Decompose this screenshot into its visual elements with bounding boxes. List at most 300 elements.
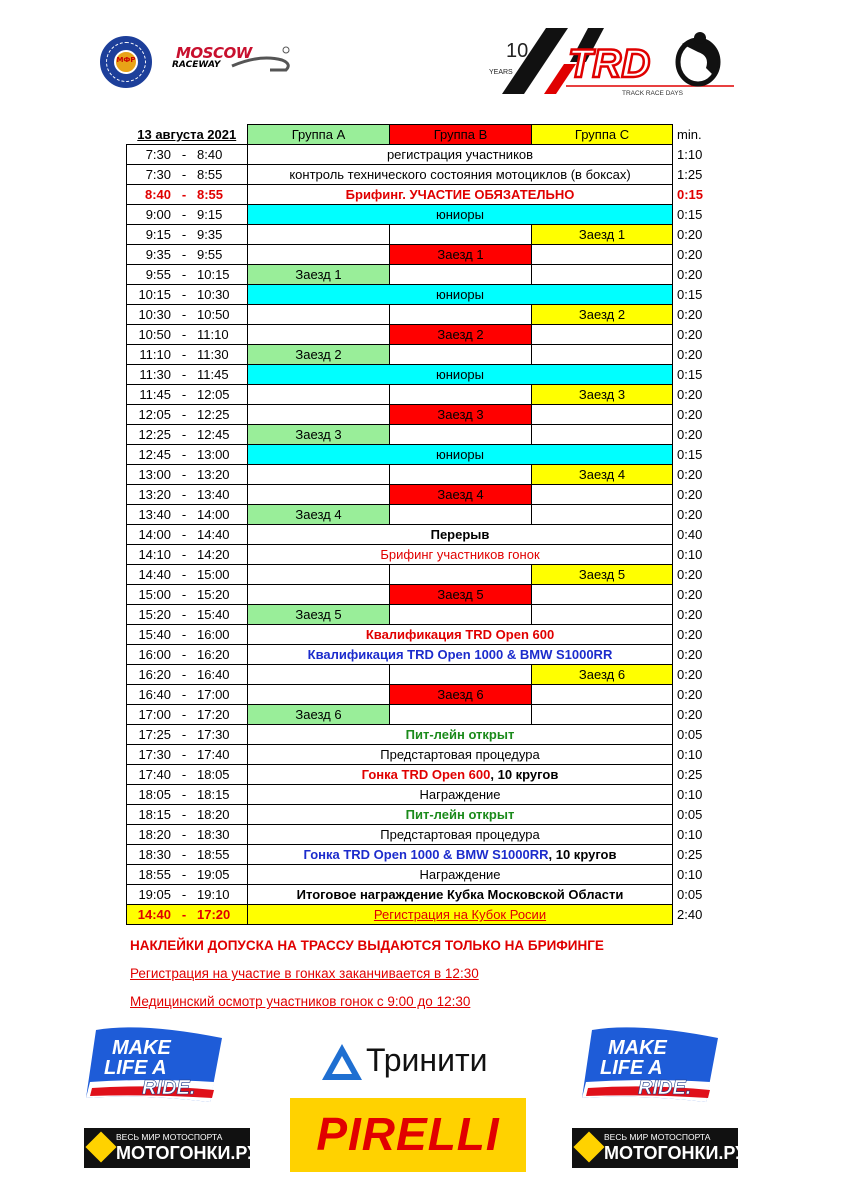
heat-cell-group-a: Заезд 5 [248, 605, 390, 625]
start-time: 16:20 [138, 667, 171, 682]
end-time: 13:20 [197, 467, 230, 482]
end-time: 10:15 [197, 267, 230, 282]
start-time: 11:10 [139, 347, 171, 362]
table-row [127, 725, 723, 745]
event-cell: Брифинг. УЧАСТИЕ ОБЯЗАТЕЛЬНО [248, 185, 673, 205]
empty-cell [532, 685, 673, 705]
time-cell [127, 205, 248, 225]
table-row [127, 205, 723, 225]
table-row [127, 905, 723, 925]
start-time: 13:20 [138, 487, 171, 502]
duration-cell: 0:25 [677, 767, 703, 782]
race-title: Гонка TRD Open 1000 & BMW S1000RR [303, 847, 549, 862]
duration-cell: 0:10 [677, 827, 703, 842]
time-dash: - [181, 807, 187, 822]
duration-cell: 0:15 [677, 207, 703, 222]
table-row [127, 505, 723, 525]
time-dash: - [181, 907, 187, 922]
heat-cell-group-a: Заезд 2 [248, 345, 390, 365]
empty-cell [390, 385, 532, 405]
time-dash: - [181, 767, 187, 782]
time-cell [127, 245, 248, 265]
start-time: 15:40 [138, 627, 171, 642]
start-time: 12:45 [138, 447, 171, 462]
time-dash: - [181, 367, 187, 382]
group-header-b: Группа В [390, 125, 532, 145]
table-row [127, 585, 723, 605]
pirelli-wordmark: PIRELLI [316, 1108, 500, 1160]
heat-cell-group-b: Заезд 5 [390, 585, 532, 605]
end-time: 8:55 [197, 187, 224, 202]
warning-sign-icon [85, 1131, 116, 1162]
event-cell: Квалификация TRD Open 1000 & BMW S1000RR [248, 645, 673, 665]
empty-cell [248, 665, 390, 685]
race-laps: , 10 кругов [548, 847, 617, 862]
event-cell: Пит-лейн открыт [248, 725, 673, 745]
time-cell [127, 865, 248, 885]
empty-cell [390, 505, 532, 525]
time-cell [127, 285, 248, 305]
end-time: 18:55 [197, 847, 230, 862]
time-dash: - [181, 727, 187, 742]
motogonki-tagline: ВЕСЬ МИР МОТОСПОРТА [116, 1132, 223, 1142]
table-header-row [127, 125, 723, 145]
event-cell: юниоры [248, 285, 673, 305]
event-cell: Пит-лейн открыт [248, 805, 673, 825]
duration-cell: 0:20 [677, 487, 703, 502]
empty-cell [532, 345, 673, 365]
end-time: 19:05 [197, 867, 230, 882]
time-cell [127, 625, 248, 645]
table-row [127, 225, 723, 245]
duration-cell: 0:20 [677, 667, 703, 682]
start-time: 10:15 [138, 287, 171, 302]
time-cell [127, 685, 248, 705]
start-time: 19:05 [138, 887, 171, 902]
end-time: 10:50 [197, 307, 230, 322]
time-dash: - [181, 787, 187, 802]
time-cell [127, 705, 248, 725]
start-time: 11:30 [139, 367, 171, 382]
moscow-raceway-line2: RACEWAY [172, 60, 221, 70]
start-time: 8:40 [144, 187, 171, 202]
empty-cell [532, 265, 673, 285]
start-time: 10:30 [138, 307, 171, 322]
table-row [127, 785, 723, 805]
time-cell [127, 445, 248, 465]
start-time: 17:00 [138, 707, 171, 722]
duration-cell: 0:15 [677, 287, 703, 302]
time-cell [127, 145, 248, 165]
duration-cell: 0:05 [677, 727, 703, 742]
duration-cell: 0:25 [677, 847, 703, 862]
table-row [127, 265, 723, 285]
table-row [127, 825, 723, 845]
time-cell [127, 725, 248, 745]
trinity-logo [318, 1040, 508, 1084]
end-time: 15:20 [197, 587, 230, 602]
heat-cell-group-a: Заезд 3 [248, 425, 390, 445]
event-cell: Квалификация TRD Open 600 [248, 625, 673, 645]
empty-cell [390, 665, 532, 685]
table-row [127, 485, 723, 505]
duration-cell: 0:10 [677, 547, 703, 562]
empty-cell [532, 585, 673, 605]
time-dash: - [181, 547, 187, 562]
start-time: 14:00 [138, 527, 171, 542]
logo-center [114, 50, 138, 74]
time-cell [127, 425, 248, 445]
time-dash: - [181, 847, 187, 862]
time-dash: - [181, 387, 187, 402]
time-dash: - [181, 247, 187, 262]
start-time: 17:30 [138, 747, 171, 762]
empty-cell [532, 505, 673, 525]
start-time: 10:50 [138, 327, 171, 342]
start-time: 9:15 [145, 227, 171, 242]
race-laps: , 10 кругов [490, 767, 559, 782]
schedule-table [126, 124, 723, 925]
duration-cell: 1:10 [677, 147, 703, 162]
heat-cell-group-c: Заезд 4 [532, 465, 673, 485]
time-dash: - [181, 207, 187, 222]
heat-cell-group-b: Заезд 2 [390, 325, 532, 345]
end-time: 9:55 [197, 247, 223, 262]
time-cell [127, 325, 248, 345]
end-time: 16:40 [197, 667, 230, 682]
table-row [127, 805, 723, 825]
empty-cell [248, 405, 390, 425]
time-dash: - [181, 307, 187, 322]
start-time: 7:30 [145, 167, 171, 182]
mfr-federation-logo [100, 36, 152, 88]
time-dash: - [181, 607, 187, 622]
table-row [127, 885, 723, 905]
duration-cell: 2:40 [677, 907, 703, 922]
duration-cell: 0:10 [677, 747, 703, 762]
end-time: 14:40 [197, 527, 230, 542]
trd-10-years-logo [484, 22, 744, 102]
empty-cell [532, 425, 673, 445]
time-dash: - [181, 287, 187, 302]
time-dash: - [181, 467, 187, 482]
end-time: 14:20 [197, 547, 230, 562]
motogonki-name: МОТОГОНКИ.РУ [604, 1143, 747, 1163]
heat-cell-group-c: Заезд 6 [532, 665, 673, 685]
empty-cell [532, 605, 673, 625]
heat-cell-group-a: Заезд 4 [248, 505, 390, 525]
table-row [127, 245, 723, 265]
time-dash: - [181, 347, 187, 362]
event-cell: юниоры [248, 205, 673, 225]
end-time: 17:00 [197, 687, 230, 702]
start-time: 9:55 [145, 267, 171, 282]
start-time: 7:30 [145, 147, 171, 162]
duration-cell: 0:20 [677, 327, 703, 342]
time-dash: - [181, 867, 187, 882]
table-row [127, 845, 723, 865]
trd-tagline: TRACK RACE DAYS [622, 90, 683, 97]
start-time: 18:15 [138, 807, 171, 822]
time-cell [127, 345, 248, 365]
end-time: 12:05 [197, 387, 230, 402]
event-cell: Награждение [248, 865, 673, 885]
time-cell [127, 745, 248, 765]
table-row [127, 645, 723, 665]
duration-cell: 0:20 [677, 627, 703, 642]
motogonki-tagline: ВЕСЬ МИР МОТОСПОРТА [604, 1132, 711, 1142]
time-cell [127, 185, 248, 205]
table-row [127, 665, 723, 685]
make-life-a-ride-emblem [578, 1024, 728, 1108]
make-life-a-ride-emblem [82, 1024, 232, 1108]
duration-cell: 0:20 [677, 407, 703, 422]
end-time: 16:00 [197, 627, 230, 642]
duration-cell: 0:20 [677, 587, 703, 602]
duration-cell: 0:20 [677, 427, 703, 442]
start-time: 18:30 [138, 847, 171, 862]
start-time: 16:00 [138, 647, 171, 662]
warning-sign-icon [573, 1131, 604, 1162]
time-dash: - [181, 327, 187, 342]
empty-cell [248, 305, 390, 325]
time-dash: - [181, 407, 187, 422]
duration-cell: 0:10 [677, 867, 703, 882]
time-cell [127, 905, 248, 925]
end-time: 11:10 [197, 327, 229, 342]
start-time: 12:25 [138, 427, 171, 442]
empty-cell [390, 265, 532, 285]
time-cell [127, 385, 248, 405]
duration-cell: 0:20 [677, 647, 703, 662]
logo-text: МФР [116, 56, 136, 64]
time-cell [127, 485, 248, 505]
time-dash: - [181, 747, 187, 762]
time-cell [127, 585, 248, 605]
time-dash: - [181, 227, 187, 242]
table-row [127, 625, 723, 645]
make-life-a-ride-logo-left [82, 1024, 232, 1108]
time-dash: - [181, 587, 187, 602]
table-row [127, 165, 723, 185]
end-time: 13:00 [197, 447, 230, 462]
start-time: 14:40 [137, 907, 171, 922]
heat-cell-group-c: Заезд 3 [532, 385, 673, 405]
trd-years-word: YEARS [489, 69, 513, 76]
empty-cell [390, 705, 532, 725]
time-dash: - [181, 507, 187, 522]
table-row [127, 745, 723, 765]
event-cell: Брифинг участников гонок [248, 545, 673, 565]
event-cell [248, 845, 673, 865]
heat-cell-group-b: Заезд 3 [390, 405, 532, 425]
duration-cell: 0:20 [677, 307, 703, 322]
time-dash: - [181, 487, 187, 502]
table-row [127, 685, 723, 705]
duration-cell: 0:20 [677, 507, 703, 522]
table-row [127, 345, 723, 365]
trinity-triangle-icon [320, 1042, 364, 1082]
event-cell: регистрация участников [248, 145, 673, 165]
time-dash: - [181, 887, 187, 902]
trd-emblem-icon [484, 22, 744, 102]
start-time: 18:20 [138, 827, 171, 842]
table-row [127, 525, 723, 545]
make-life-a-ride-logo-right [578, 1024, 728, 1108]
duration-cell: 1:25 [677, 167, 703, 182]
end-time: 16:20 [197, 647, 230, 662]
end-time: 15:40 [197, 607, 230, 622]
start-time: 18:55 [138, 867, 171, 882]
duration-cell: 0:20 [677, 707, 703, 722]
end-time: 12:25 [197, 407, 230, 422]
time-cell [127, 265, 248, 285]
table-row [127, 425, 723, 445]
motogonki-name: МОТОГОНКИ.РУ [116, 1143, 259, 1163]
time-cell [127, 845, 248, 865]
empty-cell [248, 465, 390, 485]
pirelli-logo [290, 1098, 526, 1172]
time-cell [127, 645, 248, 665]
end-time: 8:55 [197, 167, 223, 182]
empty-cell [248, 385, 390, 405]
time-dash: - [181, 267, 187, 282]
motogonki-logo-right [572, 1128, 747, 1168]
race-title: Гонка TRD Open 600 [361, 767, 491, 782]
empty-cell [390, 225, 532, 245]
heat-cell-group-a: Заезд 1 [248, 265, 390, 285]
empty-cell [390, 425, 532, 445]
table-row [127, 185, 723, 205]
table-row [127, 605, 723, 625]
start-time: 17:40 [138, 767, 171, 782]
empty-cell [532, 405, 673, 425]
heat-cell-group-b: Заезд 6 [390, 685, 532, 705]
start-time: 18:05 [138, 787, 171, 802]
time-cell [127, 605, 248, 625]
trd-years-number: 10 [506, 40, 529, 62]
time-dash: - [181, 427, 187, 442]
group-header-c: Группа С [532, 125, 673, 145]
time-cell [127, 505, 248, 525]
end-time: 18:30 [197, 827, 230, 842]
empty-cell [390, 565, 532, 585]
empty-cell [390, 605, 532, 625]
duration-cell: 0:20 [677, 247, 703, 262]
end-time: 9:15 [197, 207, 223, 222]
table-row [127, 445, 723, 465]
time-dash: - [181, 707, 187, 722]
duration-cell: 0:15 [677, 447, 703, 462]
heat-cell-group-c: Заезд 2 [532, 305, 673, 325]
duration-cell: 0:05 [677, 887, 703, 902]
duration-cell: 0:20 [677, 607, 703, 622]
time-cell [127, 765, 248, 785]
stickers-note: НАКЛЕЙКИ ДОПУСКА НА ТРАССУ ВЫДАЮТСЯ ТОЛЬКО НА БРИФИНГЕ [130, 938, 604, 953]
event-cell: Предстартовая процедура [248, 825, 673, 845]
time-dash: - [181, 687, 187, 702]
mlar-word-make: MAKE [112, 1037, 171, 1059]
start-time: 15:20 [138, 607, 171, 622]
duration-cell: 0:20 [677, 387, 703, 402]
duration-cell: 0:20 [677, 687, 703, 702]
mlar-word-life: LIFE A [600, 1057, 663, 1079]
moscow-raceway-line1: MOSCOW [176, 44, 252, 62]
table-row [127, 145, 723, 165]
event-cell: юниоры [248, 445, 673, 465]
table-row [127, 465, 723, 485]
time-dash: - [181, 187, 187, 202]
trd-brand-text: TRD [568, 42, 651, 86]
table-row [127, 865, 723, 885]
end-time: 14:00 [197, 507, 230, 522]
duration-cell: 0:05 [677, 807, 703, 822]
event-cell [248, 765, 673, 785]
table-row [127, 385, 723, 405]
start-time: 13:00 [138, 467, 171, 482]
duration-cell: 0:20 [677, 567, 703, 582]
time-cell [127, 825, 248, 845]
time-dash: - [181, 527, 187, 542]
time-cell [127, 665, 248, 685]
duration-cell: 0:15 [677, 187, 704, 202]
duration-cell: 0:15 [677, 367, 703, 382]
end-time: 13:40 [197, 487, 230, 502]
medical-check-note: Медицинский осмотр участников гонок с 9:00 до 12:30 [130, 994, 471, 1009]
table-row [127, 285, 723, 305]
end-time: 15:00 [197, 567, 230, 582]
event-cell: контроль технического состояния мотоциклов (в боксах) [248, 165, 673, 185]
empty-cell [532, 245, 673, 265]
start-time: 13:40 [138, 507, 171, 522]
table-row [127, 405, 723, 425]
end-time: 12:45 [197, 427, 230, 442]
empty-cell [248, 585, 390, 605]
event-cell: Регистрация на Кубок Росии [248, 905, 673, 925]
time-cell [127, 885, 248, 905]
time-dash: - [181, 567, 187, 582]
mlar-word-life: LIFE A [104, 1057, 167, 1079]
end-time: 11:30 [197, 347, 229, 362]
end-time: 18:20 [197, 807, 230, 822]
empty-cell [248, 485, 390, 505]
time-cell [127, 165, 248, 185]
schedule-date: 13 августа 2021 [137, 126, 237, 142]
time-dash: - [181, 647, 187, 662]
time-dash: - [181, 627, 187, 642]
start-time: 14:40 [138, 567, 171, 582]
empty-cell [532, 485, 673, 505]
time-cell [127, 225, 248, 245]
end-time: 17:40 [197, 747, 230, 762]
duration-cell: 0:40 [677, 527, 703, 542]
empty-cell [248, 325, 390, 345]
time-cell [127, 545, 248, 565]
mlar-word-ride: RIDE. [142, 1077, 196, 1099]
end-time: 19:10 [197, 887, 230, 902]
heat-cell-group-a: Заезд 6 [248, 705, 390, 725]
registration-deadline-note: Регистрация на участие в гонках заканчивается в 12:30 [130, 966, 479, 981]
time-cell [127, 465, 248, 485]
motogonki-logo-left [84, 1128, 259, 1168]
trinity-name: Тринити [366, 1042, 488, 1078]
duration-cell: 0:20 [677, 467, 703, 482]
start-time: 12:05 [138, 407, 171, 422]
time-dash: - [181, 167, 187, 182]
start-time: 9:35 [145, 247, 171, 262]
heat-cell-group-c: Заезд 5 [532, 565, 673, 585]
end-time: 17:20 [197, 707, 230, 722]
